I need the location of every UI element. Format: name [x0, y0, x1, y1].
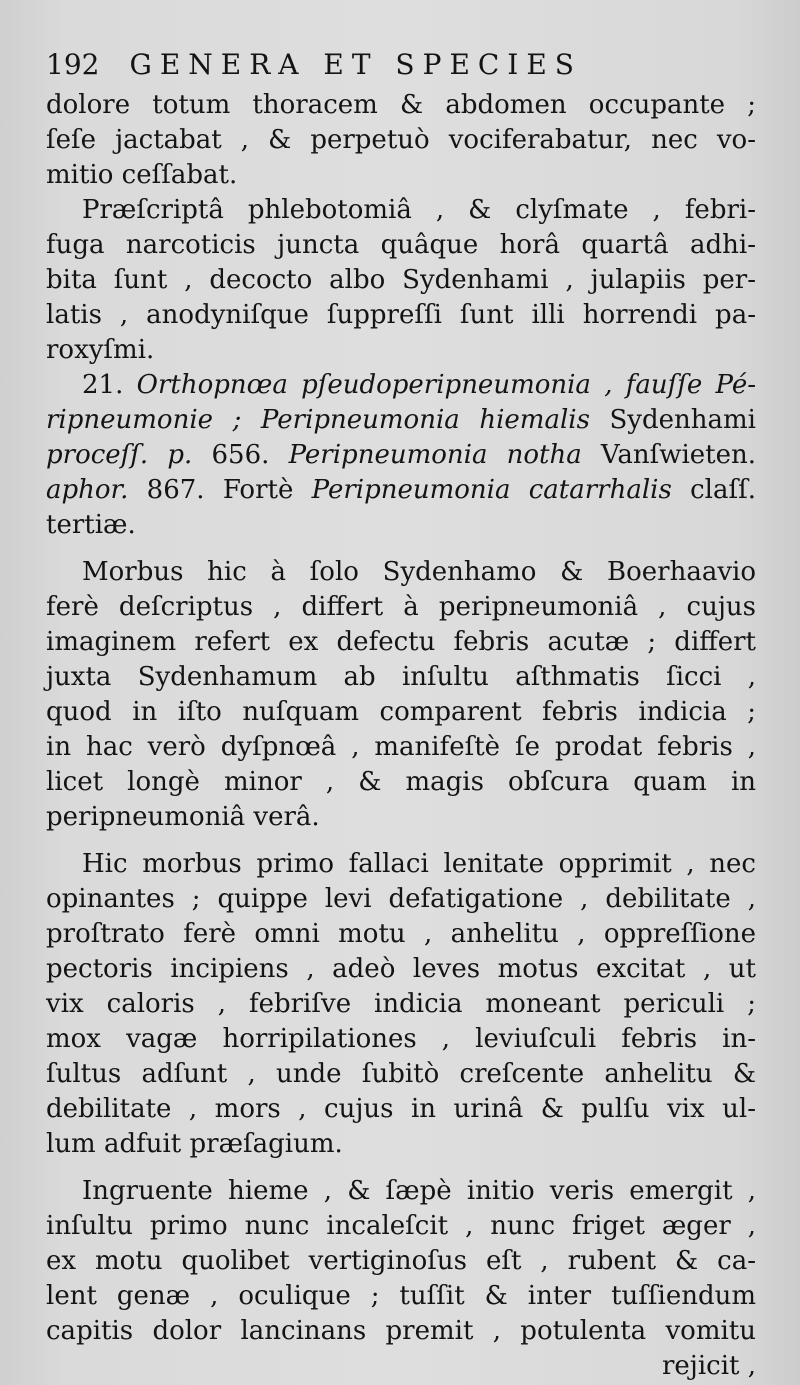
- text-line: [46, 368, 756, 403]
- text-line: Morbus hic à ſolo Sydenhamo & Boerhaavio: [82, 557, 756, 587]
- paragraph-5: [46, 847, 756, 1162]
- text-line: latis , anodyniſque ſuppreſſi ſunt illi horrendi pa-: [46, 300, 756, 330]
- italic-term: ripneumonie ; Peripneumonia hiemalis: [46, 405, 590, 435]
- roman-text: 656.: [192, 440, 289, 470]
- italic-term: Peripneumonia catarrhalis: [311, 475, 672, 505]
- running-title: GENERA ET SPECIES: [129, 48, 582, 81]
- paragraph-6: [46, 1174, 756, 1384]
- text-line: tertiæ.: [46, 510, 136, 540]
- page-number: 192: [46, 48, 100, 81]
- text-line: [46, 473, 756, 508]
- italic-term: Peripneumonia notha: [288, 440, 582, 470]
- italic-term: Orthopnœa pſeudoperipneumonia , fauſſe Pé-: [136, 370, 756, 400]
- text-line: ſeſe jactabat , & perpetuò vociferabatur, nec vo-: [46, 125, 756, 155]
- section-number: 21.: [82, 370, 124, 400]
- text-line: lent genæ , oculique ; tuſſit & inter tuſſiendum: [46, 1281, 756, 1311]
- catchword: rejicit ,: [661, 1351, 756, 1381]
- text-line: quod in iſto nuſquam comparent febris indicia ;: [46, 697, 756, 727]
- text-line: debilitate , mors , cujus in urinâ & pulſu vix ul-: [46, 1094, 756, 1124]
- text-line: vix caloris , febriſve indicia moneant periculi ;: [46, 989, 756, 1019]
- text-line: peripneumoniâ verâ.: [46, 802, 320, 832]
- text-line: [46, 403, 756, 438]
- text-line: licet longè minor , & magis obſcura quam in: [46, 767, 756, 797]
- text-line: proſtrato ferè omni motu , anhelitu , oppreſſione: [46, 919, 756, 949]
- text-line: roxyſmi.: [46, 335, 155, 365]
- text-line: capitis dolor lancinans premit , potulenta vomitu: [46, 1316, 756, 1346]
- text-line: Ingruente hieme , & ſæpè initio veris emergit ,: [82, 1176, 756, 1206]
- text-line: opinantes ; quippe levi defatigatione , debilitate ,: [46, 884, 756, 914]
- text-line: ferè deſcriptus , differt à peripneumoniâ , cujus: [46, 592, 756, 622]
- text-line: mitio ceſſabat.: [46, 160, 238, 190]
- roman-text: Sydenhami: [589, 405, 756, 435]
- text-block: [46, 48, 756, 1384]
- roman-text: 867. Fortè: [128, 475, 312, 505]
- paragraph-3: [46, 368, 756, 543]
- page-header: [46, 48, 756, 88]
- text-line: mox vagæ horripilationes , leviuſculi febris in-: [46, 1024, 756, 1054]
- text-line: bita ſunt , decocto albo Sydenhami , julapiis per-: [46, 265, 756, 295]
- roman-text: claſſ.: [671, 475, 757, 505]
- text-line: in hac verò dyſpnœâ , manifeſtè ſe prodat febris ,: [46, 732, 756, 762]
- roman-text: Vanſwieten.: [581, 440, 756, 470]
- text-line: dolore totum thoracem & abdomen occupante ;: [46, 90, 756, 120]
- paragraph-2: [46, 193, 756, 368]
- text-line: juxta Sydenhamum ab inſultu aſthmatis ſicci ,: [46, 662, 756, 692]
- text-line: ſultus adſunt , unde ſubitò creſcente anhelitu &: [46, 1059, 756, 1089]
- italic-term: aphor.: [46, 475, 129, 505]
- text-line: Hic morbus primo fallaci lenitate opprimit , nec: [82, 849, 756, 879]
- text-line: Præſcriptâ phlebotomiâ , & clyſmate , febri-: [82, 195, 756, 225]
- text-line: lum adfuit præſagium.: [46, 1129, 343, 1159]
- text-line: inſultu primo nunc incaleſcit , nunc friget æger ,: [46, 1211, 756, 1241]
- paragraph-4: [46, 555, 756, 835]
- text-line: [46, 438, 756, 473]
- text-line: ex motu quolibet vertiginoſus eſt , rubent & ca-: [46, 1246, 756, 1276]
- italic-term: proceſſ. p.: [46, 440, 193, 470]
- text-line: fuga narcoticis juncta quâque horâ quartâ adhi-: [46, 230, 756, 260]
- paragraph-1: [46, 88, 756, 193]
- text-line: pectoris incipiens , adeò leves motus excitat , ut: [46, 954, 756, 984]
- text-line: imaginem refert ex defectu febris acutæ ; differt: [46, 627, 756, 657]
